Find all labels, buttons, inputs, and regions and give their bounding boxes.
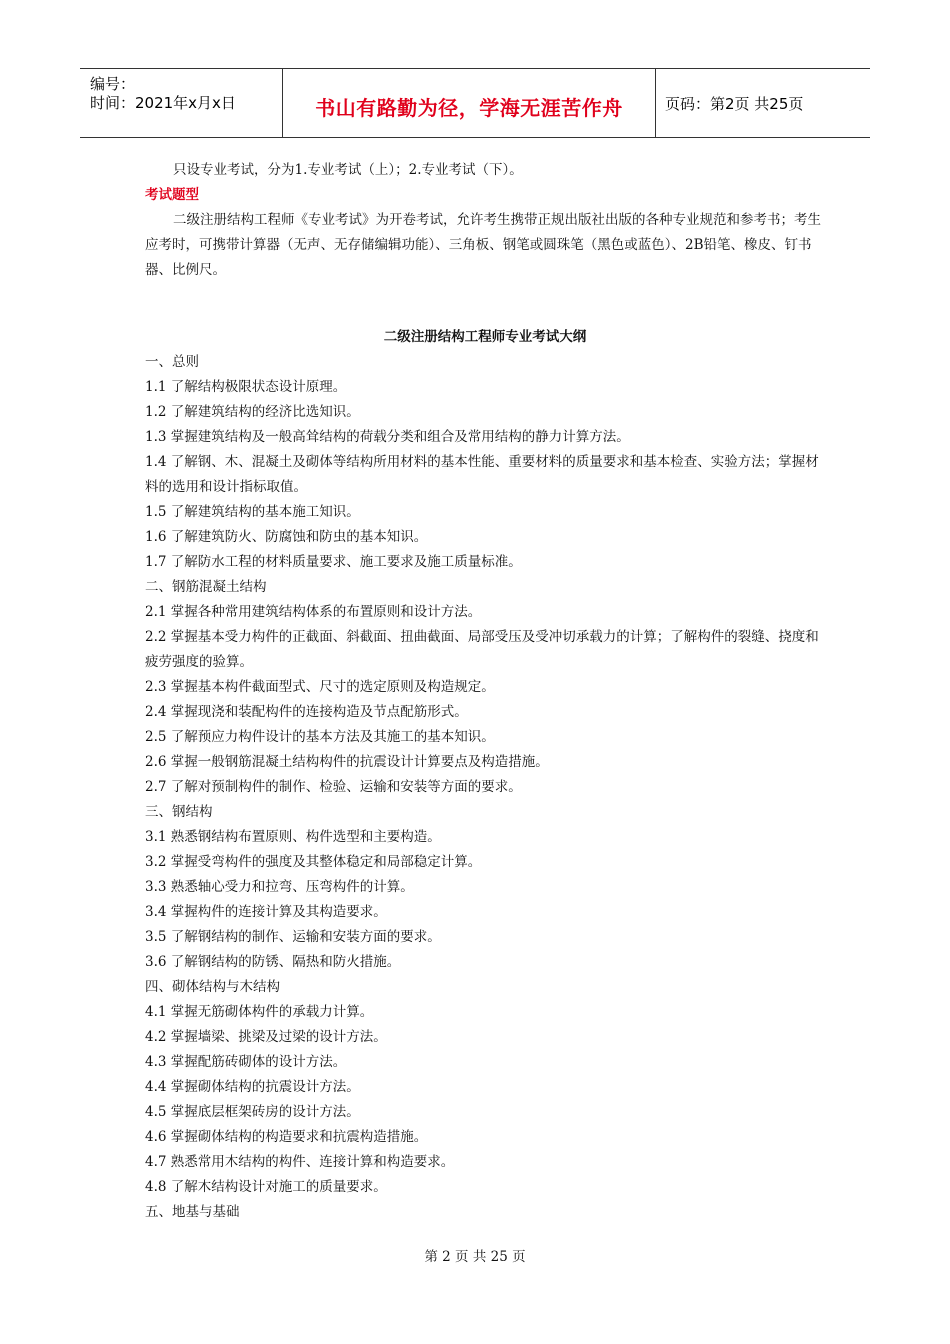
outline-item: 4.8 了解木结构设计对施工的质量要求。 [145, 1179, 387, 1195]
outline-item: 2.2 掌握基本受力构件的正截面、斜截面、扭曲截面、局部受压及受冲切承载力的计算；了解构件的裂缝、挠度和疲劳强度的验算。 [145, 629, 819, 670]
header-motto-cell [282, 69, 656, 137]
outline-item: 2.4 掌握现浇和装配构件的连接构造及节点配筋形式。 [145, 704, 468, 720]
page-footer: 第 2 页 共 25 页 [424, 1249, 526, 1265]
outline-item: 2.6 掌握一般钢筋混凝土结构构件的抗震设计计算要点及构造措施。 [145, 754, 549, 770]
outline-item: 一、总则 [145, 354, 199, 370]
section-heading-exam-type: 考试题型 [145, 187, 199, 203]
outline-title: 二级注册结构工程师专业考试大纲 [383, 329, 587, 345]
outline-item: 1.1 了解结构极限状态设计原理。 [145, 379, 347, 395]
outline-item: 1.7 了解防水工程的材料质量要求、施工要求及施工质量标准。 [145, 554, 522, 570]
outline-item: 4.2 掌握墙梁、挑梁及过梁的设计方法。 [145, 1029, 387, 1045]
outline-item: 3.6 了解钢结构的防锈、隔热和防火措施。 [145, 954, 401, 970]
outline-item: 3.3 熟悉轴心受力和拉弯、压弯构件的计算。 [145, 879, 414, 895]
outline-item: 4.6 掌握砌体结构的构造要求和抗震构造措施。 [145, 1129, 428, 1145]
page-header [80, 68, 870, 138]
outline-item: 3.2 掌握受弯构件的强度及其整体稳定和局部稳定计算。 [145, 854, 482, 870]
header-meta-cell [80, 69, 282, 137]
outline-item: 3.5 了解钢结构的制作、运输和安装方面的要求。 [145, 929, 441, 945]
outline-item: 2.7 了解对预制构件的制作、检验、运输和安装等方面的要求。 [145, 779, 522, 795]
outline-item: 2.1 掌握各种常用建筑结构体系的布置原则和设计方法。 [145, 604, 482, 620]
outline-item: 2.3 掌握基本构件截面型式、尺寸的选定原则及构造规定。 [145, 679, 495, 695]
header-page-cell [655, 69, 870, 137]
outline-item: 2.5 了解预应力构件设计的基本方法及其施工的基本知识。 [145, 729, 495, 745]
outline-item: 五、地基与基础 [145, 1204, 240, 1220]
document-body [145, 158, 825, 1225]
outline-item: 三、钢结构 [145, 804, 213, 820]
outline-item: 1.6 了解建筑防火、防腐蚀和防虫的基本知识。 [145, 529, 428, 545]
intro-line: 只设专业考试，分为1.专业考试（上）；2.专业考试（下）。 [173, 162, 523, 178]
intro-paragraph: 二级注册结构工程师《专业考试》为开卷考试，允许考生携带正规出版社出版的各种专业规范和参考书；考生应考时，可携带计算器（无声、无存储编辑功能）、三角板、钢笔或圆珠笔（黑色或蓝色）、2B铅笔、橡皮、钉书器、比例尺。 [145, 212, 821, 278]
doc-date-label: 时间：2021年x月x日 [90, 94, 236, 112]
outline-item: 4.7 熟悉常用木结构的构件、连接计算和构造要求。 [145, 1154, 455, 1170]
outline-item: 1.2 了解建筑结构的经济比选知识。 [145, 404, 360, 420]
spacer [145, 283, 825, 325]
outline-item: 4.1 掌握无筋砌体构件的承载力计算。 [145, 1004, 374, 1020]
doc-code-label: 编号： [90, 75, 136, 93]
outline-item: 1.3 掌握建筑结构及一般高耸结构的荷载分类和组合及常用结构的静力计算方法。 [145, 429, 630, 445]
outline-item: 3.1 熟悉钢结构布置原则、构件选型和主要构造。 [145, 829, 441, 845]
header-motto: 书山有路勤为径，学海无涯苦作舟 [315, 96, 623, 120]
outline-item: 4.5 掌握底层框架砖房的设计方法。 [145, 1104, 360, 1120]
outline-list [145, 350, 825, 1225]
outline-item: 1.5 了解建筑结构的基本施工知识。 [145, 504, 360, 520]
outline-item: 4.4 掌握砌体结构的抗震设计方法。 [145, 1079, 360, 1095]
outline-item: 4.3 掌握配筋砖砌体的设计方法。 [145, 1054, 347, 1070]
outline-item: 1.4 了解钢、木、混凝土及砌体等结构所用材料的基本性能、重要材料的质量要求和基本检查、实验方法；掌握材料的选用和设计指标取值。 [145, 454, 819, 495]
outline-item: 四、砌体结构与木结构 [145, 979, 280, 995]
outline-item: 二、钢筋混凝土结构 [145, 579, 267, 595]
header-page-number: 页码：第2页 共25页 [665, 95, 804, 113]
outline-item: 3.4 掌握构件的连接计算及其构造要求。 [145, 904, 387, 920]
